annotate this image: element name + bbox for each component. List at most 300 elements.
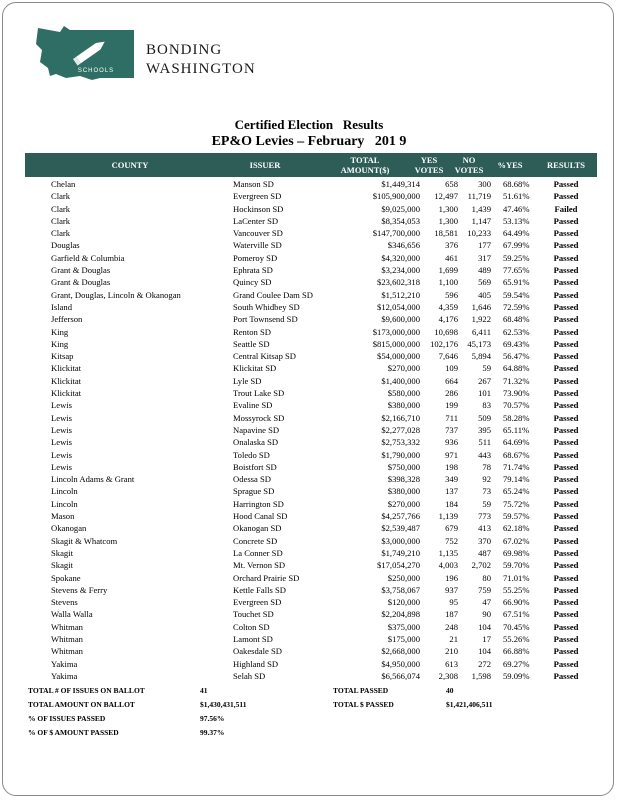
cell-pct: 59.09%: [503, 670, 530, 681]
cell-yes: 461: [445, 252, 458, 263]
cell-county: Lewis: [51, 424, 73, 435]
cell-result: Passed: [553, 240, 579, 251]
cell-amount: $173,000,000: [372, 326, 420, 337]
cell-yes: 102,176: [430, 338, 458, 349]
cell-pct: 65.24%: [503, 486, 530, 497]
table-row: [25, 473, 597, 485]
cell-result: Passed: [553, 511, 579, 522]
pct-amount-value: 99.37%: [200, 728, 225, 737]
table-row: [25, 498, 597, 510]
cell-result: Passed: [553, 424, 579, 435]
cell-amount: $6,566,074: [381, 670, 420, 681]
cell-result: Passed: [553, 535, 579, 546]
cell-result: Passed: [553, 179, 579, 189]
cell-result: Failed: [554, 203, 578, 214]
cell-yes: 613: [445, 658, 458, 669]
cell-pct: 68.67%: [503, 449, 530, 460]
cell-county: Lincoln Adams & Grant: [51, 474, 135, 485]
cell-result: Passed: [553, 314, 579, 325]
cell-county: Garfield & Columbia: [51, 252, 125, 263]
cell-issuer: Mossyrock SD: [233, 412, 285, 423]
cell-pct: 65.11%: [503, 424, 530, 435]
cell-pct: 59.54%: [503, 289, 530, 300]
total-amount-label: TOTAL AMOUNT ON BALLOT: [28, 700, 135, 709]
cell-issuer: Evaline SD: [233, 400, 273, 411]
cell-result: Passed: [553, 363, 579, 374]
cell-no: 59: [482, 363, 491, 374]
cell-issuer: Odessa SD: [233, 474, 271, 485]
cell-pct: 68.68%: [503, 179, 530, 189]
cell-amount: $17,054,270: [377, 560, 420, 571]
cell-no: 80: [482, 572, 491, 583]
cell-yes: 1,300: [438, 203, 458, 214]
table-header: [25, 153, 597, 177]
cell-pct: 69.27%: [503, 658, 530, 669]
cell-no: 487: [478, 547, 491, 558]
col-pct: %YES: [497, 160, 523, 170]
table-row: [25, 658, 597, 670]
table-row: [25, 190, 597, 202]
cell-yes: 187: [445, 609, 458, 620]
cell-issuer: South Whidbey SD: [233, 301, 300, 312]
cell-yes: 376: [445, 240, 458, 251]
cell-issuer: Grand Coulee Dam SD: [233, 289, 313, 300]
cell-county: Yakima: [51, 658, 78, 669]
cell-county: Kitsap: [51, 351, 74, 362]
cell-amount: $750,000: [387, 461, 420, 472]
table-row: [25, 621, 597, 633]
cell-pct: 64.49%: [503, 228, 530, 239]
cell-county: Clark: [51, 191, 71, 202]
cell-yes: 936: [445, 437, 458, 448]
brand-name: [146, 41, 256, 79]
pct-issues-value: 97.56%: [200, 714, 225, 723]
table-row: [25, 572, 597, 584]
cell-amount: $380,000: [387, 400, 420, 411]
cell-no: 177: [478, 240, 491, 251]
cell-county: Chelan: [51, 179, 76, 189]
cell-county: Yakima: [51, 670, 78, 681]
cell-no: 511: [478, 437, 491, 448]
table-row: [25, 510, 597, 522]
cell-yes: 4,003: [438, 560, 458, 571]
table-row: [25, 215, 597, 227]
cell-county: Clark: [51, 228, 71, 239]
table-row: [25, 276, 597, 288]
cell-issuer: La Conner SD: [233, 547, 283, 558]
cell-yes: 1,135: [438, 547, 458, 558]
cell-yes: 199: [445, 400, 458, 411]
cell-no: 59: [482, 498, 491, 509]
cell-issuer: Orchard Prairie SD: [233, 572, 300, 583]
cell-no: 47: [482, 597, 491, 608]
table-row: [25, 412, 597, 424]
cell-county: Grant & Douglas: [51, 265, 111, 276]
cell-pct: 66.90%: [503, 597, 530, 608]
cell-pct: 75.72%: [503, 498, 530, 509]
col-yes: YES VOTES: [414, 155, 444, 175]
cell-issuer: Ephrata SD: [233, 265, 273, 276]
cell-issuer: Hood Canal SD: [233, 511, 288, 522]
cell-no: 267: [478, 375, 491, 386]
brand-line1: BONDING: [146, 42, 223, 58]
cell-no: 73: [482, 486, 491, 497]
cell-yes: 711: [445, 412, 458, 423]
cell-county: Klickitat: [51, 388, 82, 399]
cell-pct: 59.70%: [503, 560, 530, 571]
cell-issuer: Quincy SD: [233, 277, 272, 288]
cell-amount: $105,900,000: [372, 191, 420, 202]
cell-county: Lewis: [51, 400, 73, 411]
cell-yes: 4,176: [438, 314, 458, 325]
cell-county: Grant & Douglas: [51, 277, 111, 288]
cell-county: Jefferson: [51, 314, 83, 325]
cell-issuer: Pomeroy SD: [233, 252, 278, 263]
cell-no: 101: [478, 388, 491, 399]
table-row: [25, 362, 597, 374]
cell-yes: 12,497: [434, 191, 458, 202]
cell-issuer: Trout Lake SD: [233, 388, 285, 399]
cell-issuer: Seattle SD: [233, 338, 270, 349]
cell-pct: 47.46%: [503, 203, 530, 214]
table-row: [25, 584, 597, 596]
col-issuer: ISSUER: [249, 160, 281, 170]
cell-county: Skagit: [51, 547, 73, 558]
cell-result: Passed: [553, 633, 579, 644]
cell-pct: 77.65%: [503, 265, 530, 276]
cell-county: Stevens: [51, 597, 78, 608]
cell-issuer: Touchet SD: [233, 609, 274, 620]
cell-issuer: Harrington SD: [233, 498, 284, 509]
cell-no: 11,719: [467, 191, 491, 202]
cell-county: Klickitat: [51, 375, 82, 386]
table-row: [25, 203, 597, 215]
cell-issuer: Oakesdale SD: [233, 646, 282, 657]
table-row: [25, 535, 597, 547]
cell-amount: $3,000,000: [381, 535, 420, 546]
cell-pct: 65.91%: [503, 277, 530, 288]
table-row: [25, 338, 597, 350]
cell-issuer: Kettle Falls SD: [233, 584, 286, 595]
cell-pct: 79.14%: [503, 474, 530, 485]
table-row: [25, 289, 597, 301]
total-amount-value: $1,430,431,511: [200, 700, 247, 709]
cell-county: Stevens & Ferry: [51, 584, 108, 595]
cell-issuer: Evergreen SD: [233, 191, 282, 202]
cell-yes: 21: [449, 633, 458, 644]
table-row: [25, 633, 597, 645]
pct-amount-label: % OF $ AMOUNT PASSED: [28, 728, 119, 737]
cell-result: Passed: [553, 572, 579, 583]
table-row: [25, 424, 597, 436]
total-passed-amount-value: $1,421,406,511: [446, 700, 493, 709]
cell-amount: $346,656: [387, 240, 420, 251]
cell-county: Lewis: [51, 461, 73, 472]
cell-no: 317: [478, 252, 491, 263]
cell-result: Passed: [553, 388, 579, 399]
cell-result: Passed: [553, 658, 579, 669]
cell-issuer: Colton SD: [233, 621, 270, 632]
cell-yes: 658: [445, 179, 458, 189]
cell-pct: 53.13%: [503, 215, 530, 226]
cell-amount: $4,950,000: [381, 658, 420, 669]
cell-county: Lewis: [51, 437, 73, 448]
results-table: [25, 178, 597, 682]
cell-amount: $270,000: [387, 363, 420, 374]
cell-amount: $1,749,210: [381, 547, 420, 558]
cell-result: Passed: [553, 191, 579, 202]
table-row: [25, 264, 597, 276]
cell-county: Skagit & Whatcom: [51, 535, 118, 546]
cell-issuer: Renton SD: [233, 326, 271, 337]
cell-pct: 71.01%: [503, 572, 530, 583]
cell-no: 5,894: [471, 351, 491, 362]
cell-result: Passed: [553, 338, 579, 349]
cell-no: 489: [478, 265, 491, 276]
cell-no: 1,147: [471, 215, 491, 226]
cell-pct: 72.59%: [503, 301, 530, 312]
cell-no: 1,646: [471, 301, 491, 312]
cell-amount: $2,539,487: [381, 523, 420, 534]
cell-no: 2,702: [471, 560, 491, 571]
pct-issues-label: % OF ISSUES PASSED: [28, 714, 106, 723]
cell-pct: 59.57%: [503, 511, 530, 522]
table-row: [25, 547, 597, 559]
cell-pct: 58.28%: [503, 412, 530, 423]
cell-result: Passed: [553, 560, 579, 571]
total-passed-value: 40: [446, 686, 454, 695]
cell-pct: 67.99%: [503, 240, 530, 251]
cell-issuer: Port Townsend SD: [233, 314, 298, 325]
cell-pct: 68.48%: [503, 314, 530, 325]
cell-yes: 971: [445, 449, 458, 460]
cell-county: Whitman: [51, 621, 83, 632]
cell-no: 569: [478, 277, 491, 288]
cell-county: Lewis: [51, 449, 73, 460]
cell-amount: $23,602,318: [377, 277, 420, 288]
cell-county: Island: [51, 301, 73, 312]
cell-yes: 937: [445, 584, 458, 595]
cell-result: Passed: [553, 412, 579, 423]
cell-issuer: Lyle SD: [233, 375, 262, 386]
cell-yes: 1,100: [438, 277, 458, 288]
cell-yes: 752: [445, 535, 458, 546]
cell-no: 83: [482, 400, 491, 411]
cell-pct: 64.69%: [503, 437, 530, 448]
cell-pct: 69.43%: [503, 338, 530, 349]
cell-no: 1,598: [471, 670, 491, 681]
cell-amount: $815,000,000: [372, 338, 420, 349]
cell-issuer: Klickitat SD: [233, 363, 277, 374]
cell-amount: $2,277,028: [381, 424, 420, 435]
cell-issuer: Okanogan SD: [233, 523, 282, 534]
cell-no: 1,439: [471, 203, 491, 214]
cell-amount: $3,234,000: [381, 265, 420, 276]
cell-amount: $8,354,053: [381, 215, 420, 226]
cell-issuer: Evergreen SD: [233, 597, 282, 608]
cell-yes: 1,699: [438, 265, 458, 276]
table-row: [25, 436, 597, 448]
cell-no: 395: [478, 424, 491, 435]
cell-no: 405: [478, 289, 491, 300]
cell-result: Passed: [553, 670, 579, 681]
cell-pct: 70.45%: [503, 621, 530, 632]
cell-amount: $2,204,898: [381, 609, 420, 620]
cell-no: 10,233: [467, 228, 491, 239]
table-row: [25, 645, 597, 657]
cell-no: 272: [478, 658, 491, 669]
cell-pct: 56.47%: [503, 351, 530, 362]
cell-yes: 2,308: [438, 670, 458, 681]
cell-result: Passed: [553, 400, 579, 411]
cell-amount: $398,328: [387, 474, 420, 485]
cell-county: Okanogan: [51, 523, 87, 534]
cell-yes: 4,359: [438, 301, 458, 312]
table-row: [25, 350, 597, 362]
cell-pct: 73.90%: [503, 388, 530, 399]
cell-pct: 70.57%: [503, 400, 530, 411]
cell-yes: 137: [445, 486, 458, 497]
table-row: [25, 313, 597, 325]
cell-result: Passed: [553, 277, 579, 288]
cell-amount: $54,000,000: [377, 351, 420, 362]
cell-amount: $380,000: [387, 486, 420, 497]
cell-yes: 286: [445, 388, 458, 399]
cell-issuer: Manson SD: [233, 179, 274, 189]
cell-result: Passed: [553, 375, 579, 386]
cell-amount: $375,000: [387, 621, 420, 632]
cell-issuer: Hockinson SD: [233, 203, 284, 214]
cell-amount: $4,257,766: [381, 511, 420, 522]
table-row: [25, 227, 597, 239]
cell-amount: $1,512,210: [381, 289, 420, 300]
table-row: [25, 239, 597, 251]
cell-amount: $1,790,000: [381, 449, 420, 460]
col-county: COUNTY: [111, 160, 149, 170]
table-row: [25, 461, 597, 473]
cell-county: Clark: [51, 203, 71, 214]
cell-result: Passed: [553, 498, 579, 509]
cell-issuer: Mt. Vernon SD: [233, 560, 286, 571]
cell-yes: 1,300: [438, 215, 458, 226]
cell-no: 1,922: [471, 314, 491, 325]
cell-amount: $3,758,067: [381, 584, 420, 595]
cell-result: Passed: [553, 289, 579, 300]
col-no: NO VOTES: [454, 155, 484, 175]
cell-county: Whitman: [51, 646, 83, 657]
cell-yes: 210: [445, 646, 458, 657]
cell-county: Klickitat: [51, 363, 82, 374]
cell-issuer: Boistfort SD: [233, 461, 277, 472]
cell-issuer: Vancouver SD: [233, 228, 283, 239]
cell-pct: 69.98%: [503, 547, 530, 558]
cell-amount: $4,320,000: [381, 252, 420, 263]
cell-yes: 18,581: [434, 228, 458, 239]
cell-pct: 64.88%: [503, 363, 530, 374]
cell-amount: $2,668,000: [381, 646, 420, 657]
cell-yes: 198: [445, 461, 458, 472]
cell-issuer: Lamont SD: [233, 633, 273, 644]
cell-yes: 95: [449, 597, 458, 608]
table-row: [25, 670, 597, 682]
cell-amount: $270,000: [387, 498, 420, 509]
cell-no: 45,173: [467, 338, 491, 349]
table-row: [25, 522, 597, 534]
cell-pct: 51.61%: [503, 191, 530, 202]
cell-county: Lincoln: [51, 498, 78, 509]
cell-county: Lincoln: [51, 486, 78, 497]
cell-result: Passed: [553, 621, 579, 632]
cell-amount: $147,700,000: [372, 228, 420, 239]
cell-yes: 196: [445, 572, 458, 583]
cell-result: Passed: [553, 437, 579, 448]
cell-amount: $580,000: [387, 388, 420, 399]
cell-amount: $9,025,000: [381, 203, 420, 214]
cell-result: Passed: [553, 215, 579, 226]
cell-result: Passed: [553, 584, 579, 595]
cell-amount: $120,000: [387, 597, 420, 608]
cell-no: 413: [478, 523, 491, 534]
cell-yes: 109: [445, 363, 458, 374]
cell-amount: $2,753,332: [381, 437, 420, 448]
cell-result: Passed: [553, 301, 579, 312]
brand-line2: WASHINGTON: [146, 61, 256, 77]
total-issues-value: 41: [200, 686, 208, 695]
cell-county: Whitman: [51, 633, 83, 644]
cell-issuer: Onalaska SD: [233, 437, 279, 448]
cell-yes: 664: [445, 375, 458, 386]
table-row: [25, 485, 597, 497]
col-result: RESULTS: [547, 160, 585, 170]
table-row: [25, 252, 597, 264]
table-row: [25, 449, 597, 461]
cell-result: Passed: [553, 326, 579, 337]
cell-issuer: LaCenter SD: [233, 215, 279, 226]
cell-pct: 66.88%: [503, 646, 530, 657]
logo-schools-text: SCHOOLS: [77, 68, 115, 74]
cell-county: King: [51, 338, 69, 349]
table-row: [25, 608, 597, 620]
cell-result: Passed: [553, 486, 579, 497]
table-row: [25, 559, 597, 571]
cell-yes: 596: [445, 289, 458, 300]
table-row: [25, 375, 597, 387]
cell-pct: 67.51%: [503, 609, 530, 620]
cell-result: Passed: [553, 597, 579, 608]
cell-no: 509: [478, 412, 491, 423]
cell-county: Douglas: [51, 240, 80, 251]
cell-no: 92: [482, 474, 491, 485]
page-subtitle: EP&O Levies – February 201 9: [211, 134, 407, 149]
cell-pct: 67.02%: [503, 535, 530, 546]
cell-no: 370: [478, 535, 491, 546]
cell-no: 78: [482, 461, 491, 472]
cell-result: Passed: [553, 461, 579, 472]
bonding-washington-logo: [30, 22, 140, 92]
cell-yes: 737: [445, 424, 458, 435]
cell-amount: $1,449,314: [381, 179, 420, 189]
table-row: [25, 596, 597, 608]
cell-county: Walla Walla: [51, 609, 93, 620]
cell-yes: 184: [445, 498, 458, 509]
cell-result: Passed: [553, 474, 579, 485]
cell-result: Passed: [553, 351, 579, 362]
cell-result: Passed: [553, 265, 579, 276]
cell-issuer: Highland SD: [233, 658, 279, 669]
cell-no: 104: [478, 646, 491, 657]
cell-amount: $250,000: [387, 572, 420, 583]
table-row: [25, 178, 597, 190]
